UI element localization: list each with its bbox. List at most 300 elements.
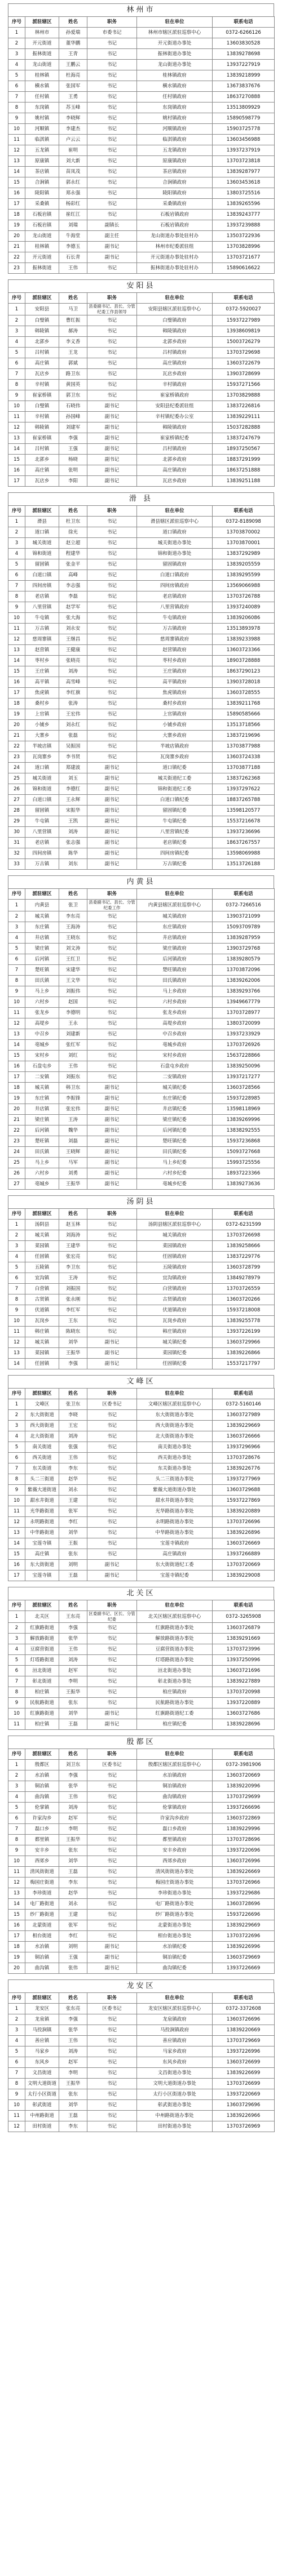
table-cell: 辛村镇纪委办公室	[137, 412, 213, 422]
table-cell: 北郭乡	[25, 337, 59, 348]
table-cell: 西郊乡	[25, 1856, 59, 1867]
table-row	[8, 199, 275, 210]
table-cell: 13938609819	[213, 326, 275, 337]
table-row	[8, 38, 275, 49]
table-cell: 曲沟镇	[25, 1792, 59, 1803]
table-row	[8, 1963, 275, 1974]
table-cell: 北郭乡政府	[137, 455, 213, 465]
table-row	[8, 591, 275, 602]
table-cell: 13839278698	[213, 49, 275, 60]
table-cell: 书记	[87, 1931, 137, 1942]
table-cell: 文明大道街道办事处	[137, 2079, 213, 2089]
table-cell: 李强	[59, 1359, 87, 1369]
column-header: 驻在单位	[137, 1993, 213, 2004]
table-cell: 书记	[87, 944, 137, 954]
header-row	[8, 1209, 275, 1220]
column-header: 序号	[8, 889, 25, 900]
table-cell: 13703729698	[213, 348, 275, 358]
table-cell: 4	[8, 1431, 25, 1442]
table-cell: 13603724338	[213, 752, 275, 763]
table-row	[8, 731, 275, 741]
table-cell: 马投涧镇政府	[137, 2025, 213, 2036]
table-cell: 书记	[87, 698, 137, 709]
header-row	[8, 293, 275, 304]
table-cell: 7	[8, 1676, 25, 1687]
table-cell: 刘海涛	[59, 1230, 87, 1241]
table-cell: 书记	[87, 581, 137, 591]
table-cell: 井店镇政府	[137, 933, 213, 944]
table-cell: 13703728696	[213, 1835, 275, 1845]
table-row	[8, 795, 275, 806]
table-cell: 光华路街道办事处	[137, 1506, 213, 1517]
table-cell: 高庄镇	[25, 1549, 59, 1560]
table-cell: 万古镇纪委	[137, 859, 213, 870]
table-cell: 15937227989	[213, 315, 275, 326]
table-cell: 13603727989	[213, 1410, 275, 1421]
table-cell: 宋振华	[59, 806, 87, 816]
table-cell: 田氏镇纪委	[137, 1147, 213, 1158]
table-cell: 书记	[87, 634, 137, 645]
table-cell: 城关街道办事处	[137, 538, 213, 549]
table-cell: 王健康	[59, 645, 87, 656]
table-cell: 书记	[87, 2036, 137, 2046]
table-cell: 电厂路街道办事处	[137, 1899, 213, 1910]
table-cell: 书记	[87, 976, 137, 986]
table-cell: 李红	[59, 1517, 87, 1528]
table-cell: 书记	[87, 199, 137, 210]
table-cell: 彰武街道办事处	[137, 2100, 213, 2111]
table-cell: 书记	[87, 1538, 137, 1549]
table-row	[8, 1931, 275, 1942]
table-cell: 13839295599	[213, 570, 275, 581]
table-cell: 韩陵镇政府	[137, 326, 213, 337]
column-header: 联系电话	[213, 293, 275, 304]
table-cell: 王宏	[59, 1421, 87, 1431]
table-cell: 5	[8, 944, 25, 954]
table-cell: 四间房镇	[25, 848, 59, 859]
table-row	[8, 1284, 275, 1294]
table-cell: 白道口镇政府	[137, 570, 213, 581]
section	[0, 1587, 282, 1730]
table-cell: 13837292989	[213, 549, 275, 559]
table-cell: 18837291999	[213, 455, 275, 465]
table-cell: 红旗路街道	[25, 1709, 59, 1719]
table-row	[8, 2057, 275, 2068]
table-cell: 13603727686	[213, 1709, 275, 1719]
table-row	[8, 1623, 275, 1634]
table-row	[8, 1179, 275, 1190]
table-cell: 书记	[87, 1666, 137, 1676]
table-cell: 15093709789	[213, 922, 275, 933]
table-cell: 牛屯镇	[25, 613, 59, 624]
table-cell: 8	[8, 1687, 25, 1698]
table-cell: 宝莲寺镇政府	[137, 1538, 213, 1549]
table-cell: 五龙镇	[25, 145, 59, 156]
table-row	[8, 1878, 275, 1888]
table-cell: 书记	[87, 1676, 137, 1687]
table-cell: 书记	[87, 1421, 137, 1431]
table-cell: 西郊乡政府	[137, 1856, 213, 1867]
table-cell: 13837229776	[213, 1252, 275, 1262]
table-cell: 0372-7266516	[213, 900, 275, 911]
table-row	[8, 358, 275, 369]
table-cell: 书记	[87, 177, 137, 188]
table-cell: 王晓东	[59, 933, 87, 944]
table-cell: 横水镇政府	[137, 81, 213, 92]
table-cell: 13937297622	[213, 784, 275, 795]
table-cell: 11	[8, 2111, 25, 2121]
table-cell: 郭斌	[59, 358, 87, 369]
table-cell: 书记	[87, 527, 137, 538]
table-cell: 13937217277	[213, 1072, 275, 1083]
table-cell: 7	[8, 369, 25, 380]
table-cell: 李东亮	[59, 911, 87, 922]
table-cell: 郭卫东	[59, 390, 87, 401]
table-cell: 书记	[87, 2014, 137, 2025]
table-cell: 刘勇	[59, 1168, 87, 1179]
table-cell: 4	[8, 1644, 25, 1655]
table-cell: 6	[8, 1813, 25, 1824]
table-cell: 副书记	[87, 433, 137, 444]
table-cell: 2	[8, 1410, 25, 1421]
table-cell: 书记	[87, 135, 137, 145]
roster-table	[8, 292, 275, 487]
table-cell: 13839226776	[213, 1463, 275, 1474]
section	[0, 279, 282, 487]
table-cell: 书记	[87, 60, 137, 70]
column-header: 职务	[87, 1749, 137, 1760]
table-cell: 3	[8, 922, 25, 933]
table-row	[8, 1770, 275, 1781]
table-cell: 书记	[87, 1453, 137, 1463]
table-row	[8, 954, 275, 965]
table-cell: 振林街道	[25, 49, 59, 60]
table-cell: 2	[8, 315, 25, 326]
table-cell: 梁庄镇	[25, 944, 59, 954]
table-cell: 楚旺镇纪委	[137, 1136, 213, 1147]
table-row	[8, 624, 275, 634]
table-cell: 牛海堂	[59, 231, 87, 242]
table-cell: 15937228985	[213, 1093, 275, 1104]
roster-table	[8, 888, 275, 1190]
table-cell: 宋村乡政府	[137, 1051, 213, 1061]
section-title: 内黄县	[8, 875, 274, 888]
table-cell: 书记	[87, 538, 137, 549]
table-cell: 16	[8, 677, 25, 688]
table-cell: 书记	[87, 1241, 137, 1252]
table-cell: 副书记	[87, 1337, 137, 1348]
table-cell: 副书记	[87, 476, 137, 487]
table-cell: 13703720998	[213, 1687, 275, 1698]
table-row	[8, 2111, 275, 2121]
table-cell: 桂林镇	[25, 242, 59, 252]
table-cell: 13839293766	[213, 986, 275, 997]
table-cell: 张强	[59, 1442, 87, 1453]
table-cell: 洹北街道办事处	[137, 1666, 213, 1676]
table-cell: 13703828996	[213, 242, 275, 252]
table-cell: 15	[8, 1549, 25, 1560]
table-cell: 副书记	[87, 1115, 137, 1125]
table-row	[8, 401, 275, 412]
table-cell: 老店镇	[25, 838, 59, 848]
table-cell: 李建杰	[59, 124, 87, 135]
table-cell: 12	[8, 1018, 25, 1029]
table-row	[8, 806, 275, 816]
table-cell: 32	[8, 848, 25, 859]
table-cell: 桂林镇	[25, 70, 59, 81]
table-cell: 2	[8, 527, 25, 538]
table-cell: 9	[8, 1845, 25, 1856]
table-row	[8, 92, 275, 103]
table-cell: 王东亮	[59, 1611, 87, 1623]
table-cell: 李阳	[59, 476, 87, 487]
table-row	[8, 1560, 275, 1570]
table-cell: 书记	[87, 145, 137, 156]
table-cell: 王伟	[59, 1453, 87, 1463]
table-cell: 内黄县辖区派驻巡察中心	[137, 900, 213, 911]
table-row	[8, 2079, 275, 2089]
table-cell: 书记	[87, 559, 137, 570]
table-cell: 刘涛	[59, 1431, 87, 1442]
table-cell: 20	[8, 1963, 25, 1974]
roster-table	[8, 1749, 275, 1974]
table-cell: 28	[8, 806, 25, 816]
table-cell: 刘振东	[59, 1072, 87, 1083]
table-cell: 16	[8, 188, 25, 199]
column-header: 职务	[87, 1209, 137, 1220]
section-title: 殷都区	[8, 1736, 274, 1749]
table-cell: 李磊	[59, 591, 87, 602]
table-cell: 13513893978	[213, 624, 275, 634]
table-cell: 磊口乡	[25, 1824, 59, 1835]
table-row	[8, 465, 275, 476]
table-cell: 13839265596	[213, 199, 275, 210]
table-cell: 李强	[59, 1623, 87, 1634]
table-cell: 王继昌	[59, 634, 87, 645]
table-cell: 8	[8, 2079, 25, 2089]
table-row	[8, 380, 275, 390]
table-row	[8, 859, 275, 870]
column-header: 序号	[8, 17, 25, 28]
table-cell: 副书记	[87, 1570, 137, 1581]
table-cell: 13937240089	[213, 602, 275, 613]
table-cell: 王强	[59, 444, 87, 455]
table-cell: 菜园镇	[25, 1241, 59, 1252]
table-row	[8, 1442, 275, 1453]
table-cell: 书记	[87, 1698, 137, 1709]
table-cell: 书记	[87, 1252, 137, 1262]
table-cell: 焦虎镇	[25, 688, 59, 698]
table-cell: 韩庄镇政府	[137, 1327, 213, 1337]
table-cell: 王永辉	[59, 795, 87, 806]
table-cell: 15537216678	[213, 816, 275, 827]
table-cell: 洹北街道	[25, 1666, 59, 1676]
table-cell: 万古镇	[25, 624, 59, 634]
table-row	[8, 656, 275, 666]
table-cell: 15993725556	[213, 1158, 275, 1168]
table-cell: 书记	[87, 2111, 137, 2121]
table-cell: 6	[8, 570, 25, 581]
table-cell: 13603726696	[213, 2014, 275, 2025]
table-row	[8, 1093, 275, 1104]
table-cell: 书记	[87, 167, 137, 177]
table-cell: 田村街道办事处	[137, 2121, 213, 2132]
table-cell: 龙山街道办事处驻村办	[137, 231, 213, 242]
table-cell: 茶店镇	[25, 167, 59, 177]
table-cell: 13839258666	[213, 1241, 275, 1252]
table-cell: 梁庄镇纪委	[137, 1115, 213, 1125]
table-cell: 古贤镇	[25, 1294, 59, 1305]
table-cell: 10	[8, 997, 25, 1008]
table-cell: 道口镇	[25, 763, 59, 773]
table-row	[8, 412, 275, 422]
table-cell: 13598118969	[213, 1104, 275, 1115]
column-header: 驻在单位	[137, 17, 213, 28]
table-cell: 书记	[87, 188, 137, 199]
table-cell: 瓦店乡	[25, 476, 59, 487]
table-cell: 13603726699	[213, 2057, 275, 2068]
table-cell: 张红军	[59, 1040, 87, 1051]
table-cell: 城关镇	[25, 1337, 59, 1348]
table-cell: 13949667779	[213, 997, 275, 1008]
header-row	[8, 1993, 275, 2004]
table-cell: 高峰	[59, 570, 87, 581]
table-cell: 书记	[87, 1920, 137, 1931]
table-cell: 城关镇政府	[137, 911, 213, 922]
table-cell: 茶店镇政府	[137, 167, 213, 177]
table-cell: 4	[8, 933, 25, 944]
table-cell: 柏庄镇政府	[137, 1687, 213, 1698]
table-row	[8, 1496, 275, 1506]
table-cell: 13603726666	[213, 1431, 275, 1442]
table-cell: 瓦岗寨乡	[25, 752, 59, 763]
table-cell: 灯塔路街道	[25, 1655, 59, 1666]
table-cell: 李明	[59, 1824, 87, 1835]
table-cell: 9	[8, 1485, 25, 1496]
column-header: 姓名	[59, 1749, 87, 1760]
table-row	[8, 231, 275, 242]
table-cell: 张金平	[59, 559, 87, 570]
table-cell: 北郭乡	[25, 455, 59, 465]
table-cell: 石盘屯乡政府	[137, 1061, 213, 1072]
table-cell: 13603728555	[213, 688, 275, 698]
table-cell: 13839226996	[213, 1942, 275, 1952]
table-cell: 伦掌镇政府	[137, 1803, 213, 1813]
table-row	[8, 538, 275, 549]
table-cell: 白璧镇	[25, 315, 59, 326]
table-cell: 李义香	[59, 337, 87, 348]
table-cell: 白道口镇	[25, 570, 59, 581]
table-cell: 4	[8, 549, 25, 559]
table-row	[8, 986, 275, 997]
table-cell: 13839287959	[213, 933, 275, 944]
table-cell: 李红旗	[59, 688, 87, 698]
table-cell: 书记	[87, 2100, 137, 2111]
table-cell: 书记	[87, 1781, 137, 1792]
table-cell: 董华鹏	[59, 38, 87, 49]
table-cell: 13849278979	[213, 1273, 275, 1284]
table-cell: 解放路街道	[25, 1634, 59, 1644]
table-cell: 李强	[59, 433, 87, 444]
table-cell: 13839226669	[213, 1867, 275, 1878]
table-cell: 8	[8, 1835, 25, 1845]
table-cell: 副书记	[87, 1104, 137, 1115]
table-cell: 卢云云	[59, 135, 87, 145]
table-cell: 李振锋	[59, 1093, 87, 1104]
table-cell: 13603726879	[213, 1623, 275, 1634]
table-cell: 崔家桥镇纪委	[137, 433, 213, 444]
table-cell: 13	[8, 1348, 25, 1359]
table-cell: 张宏亮	[59, 1252, 87, 1262]
table-cell: 李明	[59, 1676, 87, 1687]
table-row	[8, 1327, 275, 1337]
table-cell: 白璧镇	[25, 401, 59, 412]
table-row	[8, 2100, 275, 2111]
table-cell: 慈周寨镇政府	[137, 634, 213, 645]
table-cell: 6	[8, 358, 25, 369]
table-cell: 相台街道	[25, 1931, 59, 1942]
table-cell: 枣村乡	[25, 656, 59, 666]
table-cell: 瓦岗寨乡政府	[137, 752, 213, 763]
table-cell: 城关镇	[25, 1083, 59, 1093]
table-cell: 书记	[87, 1517, 137, 1528]
table-row	[8, 1676, 275, 1687]
table-cell: 副书记	[87, 763, 137, 773]
column-header: 联系电话	[213, 1209, 275, 1220]
table-cell: 王海涛	[59, 922, 87, 933]
table-cell: 道口镇政府	[137, 527, 213, 538]
table-cell: 副书记	[87, 838, 137, 848]
table-cell: 姚村镇	[25, 113, 59, 124]
table-cell: 13703729669	[213, 2036, 275, 2046]
table-cell: 刘永安	[59, 624, 87, 634]
table-cell: 五陵镇政府	[137, 1262, 213, 1273]
table-cell: 杨晓	[59, 455, 87, 465]
table-cell: 书记	[87, 2025, 137, 2036]
table-cell: 六村乡政府	[137, 997, 213, 1008]
table-cell: 13903728699	[213, 369, 275, 380]
table-cell: 曲沟镇纪委	[137, 1963, 213, 1974]
table-cell: 二安镇政府	[137, 1072, 213, 1083]
table-cell: 善应镇	[25, 2036, 59, 2046]
table-cell: 9	[8, 1698, 25, 1709]
table-cell: 桑村乡	[25, 698, 59, 709]
table-cell: 吕村镇	[25, 348, 59, 358]
table-cell: 合涧镇	[25, 177, 59, 188]
table-cell: 书记	[87, 2089, 137, 2100]
header-row	[8, 1749, 275, 1760]
table-cell: 后河镇	[25, 1125, 59, 1136]
table-cell: 张华	[59, 1781, 87, 1792]
table-cell: 13603729966	[213, 1337, 275, 1348]
table-cell: 书记	[87, 613, 137, 624]
table-cell: 李明	[59, 2068, 87, 2079]
table-cell: 魏华	[59, 1125, 87, 1136]
table-cell: 13937220889	[213, 1698, 275, 1709]
table-cell: 9	[8, 390, 25, 401]
table-cell: 13	[8, 433, 25, 444]
table-cell: 桂林镇政府	[137, 70, 213, 81]
table-cell: 河顺镇	[25, 124, 59, 135]
table-cell: 李红	[59, 1931, 87, 1942]
table-cell: 王建	[59, 1910, 87, 1920]
table-cell: 11	[8, 1867, 25, 1878]
table-cell: 书记	[87, 1442, 137, 1453]
table-cell: 龙泉镇	[25, 2014, 59, 2025]
header-row	[8, 17, 275, 28]
table-cell: 书记	[87, 92, 137, 103]
table-cell: 副书记	[87, 1348, 137, 1359]
